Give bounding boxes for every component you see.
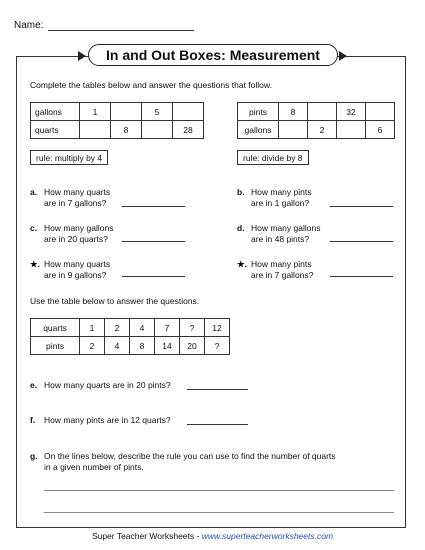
question-text-line1: How many gallons: [251, 223, 321, 233]
instructions-table3: Use the table below to answer the questions.: [30, 296, 200, 306]
table-row: [31, 121, 204, 139]
table-row: [31, 337, 230, 355]
table-cell[interactable]: 28: [173, 121, 204, 139]
rule-box-divide: rule: divide by 8: [237, 150, 309, 165]
question-f: [30, 415, 171, 425]
row-label: quarts: [31, 121, 80, 139]
row-label: pints: [238, 103, 279, 121]
table-row: [31, 103, 204, 121]
name-label: Name:: [14, 20, 44, 31]
table-cell: 20: [180, 337, 205, 355]
table-row: [238, 121, 395, 139]
question-text-line1: How many pints: [251, 259, 312, 269]
question-d: [237, 223, 321, 244]
question-text: How many pints are in 12 quarts?: [44, 415, 171, 425]
table-cell[interactable]: 8: [111, 121, 142, 139]
table-cell: 12: [205, 319, 230, 337]
rule-box-multiply: rule: multiply by 4: [30, 150, 108, 165]
question-e: [30, 380, 171, 390]
question-label: f.: [30, 415, 36, 425]
table-cell[interactable]: 1: [80, 103, 111, 121]
table-cell: 2: [80, 337, 105, 355]
question-text-line1: How many quarts: [44, 187, 111, 197]
question-c: [30, 223, 114, 244]
star-icon: ★.: [30, 259, 40, 269]
question-star-left: [30, 259, 111, 280]
answer-line-f[interactable]: [187, 424, 248, 425]
question-star-right: [237, 259, 314, 280]
question-text-line2: in a given number of pints.: [44, 462, 144, 472]
row-label: gallons: [238, 121, 279, 139]
table-cell: 7: [155, 319, 180, 337]
row-label: pints: [31, 337, 80, 355]
table-cell[interactable]: 2: [308, 121, 337, 139]
answer-line-star-left[interactable]: [122, 276, 185, 277]
table-cell: 4: [130, 319, 155, 337]
table-cell: 2: [105, 319, 130, 337]
answer-line-d[interactable]: [330, 241, 393, 242]
table-row: [31, 319, 230, 337]
table-cell[interactable]: [111, 103, 142, 121]
question-a: [30, 187, 111, 208]
question-label: e.: [30, 380, 38, 390]
table-cell[interactable]: 5: [142, 103, 173, 121]
table-cell[interactable]: [173, 103, 204, 121]
instructions: Complete the tables below and answer the questions that follow.: [30, 80, 272, 90]
table-cell: ?: [180, 319, 205, 337]
writing-line[interactable]: [44, 512, 394, 513]
question-text-line2: are in 20 quarts?: [44, 234, 108, 244]
worksheet-title: In and Out Boxes: Measurement: [88, 44, 338, 66]
answer-line-a[interactable]: [122, 206, 185, 207]
name-field-line[interactable]: [48, 30, 194, 31]
table-cell: ?: [205, 337, 230, 355]
title-right-arrow-icon: [339, 51, 347, 61]
question-text-line1: How many pints: [251, 187, 312, 197]
question-text-line1: On the lines below, describe the rule you can use to find the number of quarts: [44, 451, 336, 461]
table-cell: 14: [155, 337, 180, 355]
table-gallons-quarts: [30, 102, 204, 139]
question-label: d.: [237, 223, 245, 233]
table-cell[interactable]: [366, 103, 395, 121]
table-cell: 4: [105, 337, 130, 355]
title-left-arrow-icon: [78, 51, 86, 61]
table-cell: 8: [130, 337, 155, 355]
question-text: How many quarts are in 20 pints?: [44, 380, 171, 390]
question-text-line2: are in 1 gallon?: [251, 198, 310, 208]
table-quarts-pints: [30, 318, 230, 355]
table-pints-gallons: [237, 102, 395, 139]
table-cell[interactable]: 6: [366, 121, 395, 139]
row-label: gallons: [31, 103, 80, 121]
answer-line-e[interactable]: [187, 389, 248, 390]
question-text-line2: are in 48 pints?: [251, 234, 310, 244]
footer-brand: Super Teacher Worksheets -: [91, 531, 202, 541]
table-cell[interactable]: 8: [279, 103, 308, 121]
question-text-line1: How many quarts: [44, 259, 111, 269]
star-icon: ★.: [237, 259, 247, 269]
table-cell: 1: [80, 319, 105, 337]
question-label: c.: [30, 223, 38, 233]
table-cell[interactable]: [142, 121, 173, 139]
footer-url-link[interactable]: www.superteacherworksheets.com: [201, 531, 334, 541]
table-cell[interactable]: [279, 121, 308, 139]
table-cell[interactable]: 32: [337, 103, 366, 121]
question-text-line2: are in 7 gallons?: [251, 270, 314, 280]
answer-line-star-right[interactable]: [330, 276, 393, 277]
table-row: [238, 103, 395, 121]
question-text-line2: are in 7 gallons?: [44, 198, 107, 208]
question-g: [30, 451, 336, 472]
question-text-line2: are in 9 gallons?: [44, 270, 107, 280]
answer-line-b[interactable]: [330, 206, 393, 207]
question-label: g.: [30, 451, 38, 461]
writing-line[interactable]: [44, 490, 394, 491]
table-cell[interactable]: [308, 103, 337, 121]
question-label: b.: [237, 187, 245, 197]
footer: [0, 531, 425, 541]
table-cell[interactable]: [337, 121, 366, 139]
table-cell[interactable]: [80, 121, 111, 139]
answer-line-c[interactable]: [122, 241, 185, 242]
question-text-line1: How many gallons: [44, 223, 114, 233]
question-b: [237, 187, 312, 208]
row-label: quarts: [31, 319, 80, 337]
question-label: a.: [30, 187, 38, 197]
